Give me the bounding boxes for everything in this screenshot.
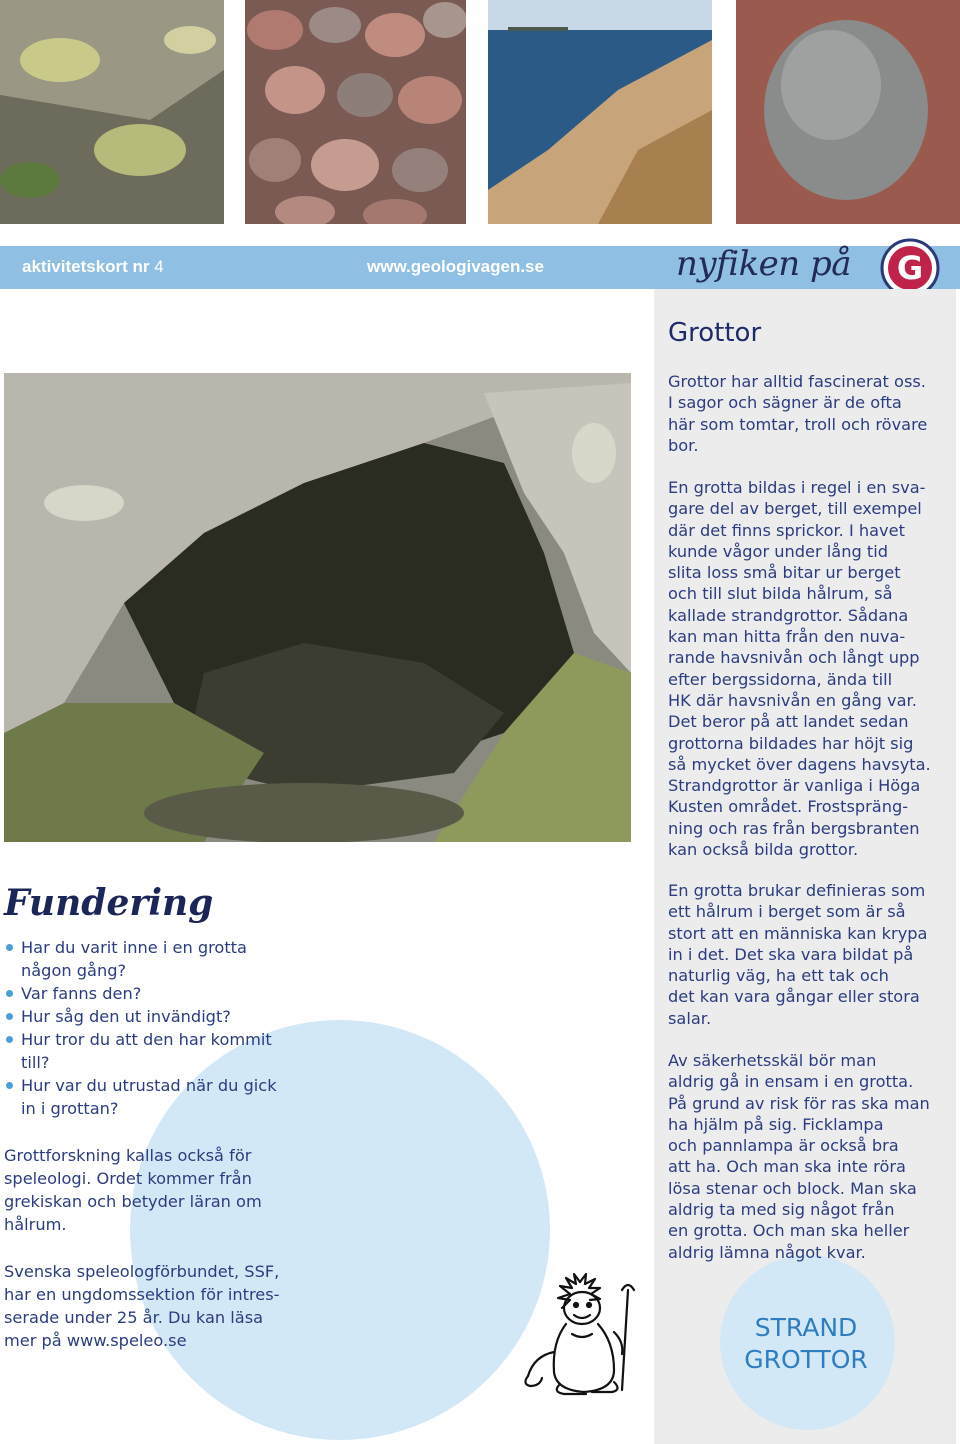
reflection-title: Fundering [4,882,214,924]
photo-round-stone [736,0,960,224]
question-item: Hur var du utrustad när du gick in i grottan? [4,1074,304,1120]
svg-text:G: G [896,249,924,287]
logo-text: nyfiken på [676,244,852,284]
photo-pebbles [245,0,466,224]
question-item: Har du varit inne i en grotta någon gång? [4,936,304,982]
question-item: Hur såg den ut invändigt? [4,1005,304,1028]
ssf-text: Svenska speleologförbundet, SSF, har en ungdomssektion för intres- serade under 25 år. Du kan läsa mer på www.speleo.se [4,1262,280,1350]
troll-illustration [510,1272,645,1397]
article-paragraph: En grotta bildas i regel i en sva- gare del av berget, till exempel där det finns sprickor. I havet kunde vågor under lång tid slita loss små bitar ur berget och till slut bilda hålrum, så kallade strandgrottor. Sådana kan man hitta från den nuva- rande havsnivån och långt upp efter bergssidorna, ända till HK där havsnivån en gång var. Det beror på att landet sedan grottorna bildades har höjt sig så mycket över dagens havsyta. Strandgrottor är vanliga i Höga Kusten området. Frostspräng- ning och ras från bergsbranten kan också bilda grottor. [668,478,931,860]
article-paragraph: Av säkerhetsskäl bör man aldrig gå in ensam i en grotta. På grund av risk för ras ska man ha hjälm på sig. Ficklampa och pannlampa är också bra att ha. Och man ska inte röra lösa stenar och block. Man ska aldrig ta med sig något från en grotta. Och man ska heller aldrig lämna något kvar. [668,1051,930,1262]
category-line-1: STRAND [754,1313,858,1342]
card-label: aktivitetskort nr 4 [22,257,164,276]
category-line-2: GROTTOR [744,1345,868,1374]
photo-sea-rock [488,0,712,224]
question-item: Hur tror du att den har kommit till? [4,1028,304,1074]
question-item: Var fanns den? [4,982,304,1005]
photo-lichen-rock [0,0,224,224]
question-list [4,936,304,1120]
speleology-text: Grottforskning kallas också för speleologi. Ordet kommer från grekiskan och betyder läran om hålrum. [4,1146,262,1234]
website-link[interactable]: www.geologivagen.se [367,257,544,276]
category-label [726,1312,886,1376]
article-paragraph: En grotta brukar definieras som ett hålrum i berget som är så stort att en människa kan krypa in i det. Det ska vara bildat på naturlig väg, ha ett tak och det kan vara gångar eller stora salar. [668,881,928,1028]
card-number: 4 [154,257,164,276]
article-paragraph: Grottor har alltid fascinerat oss. I sagor och sägner är de ofta här som tomtar, troll och rövare bor. [668,372,928,455]
article-title: Grottor [668,318,762,348]
cave-photo [4,373,631,842]
